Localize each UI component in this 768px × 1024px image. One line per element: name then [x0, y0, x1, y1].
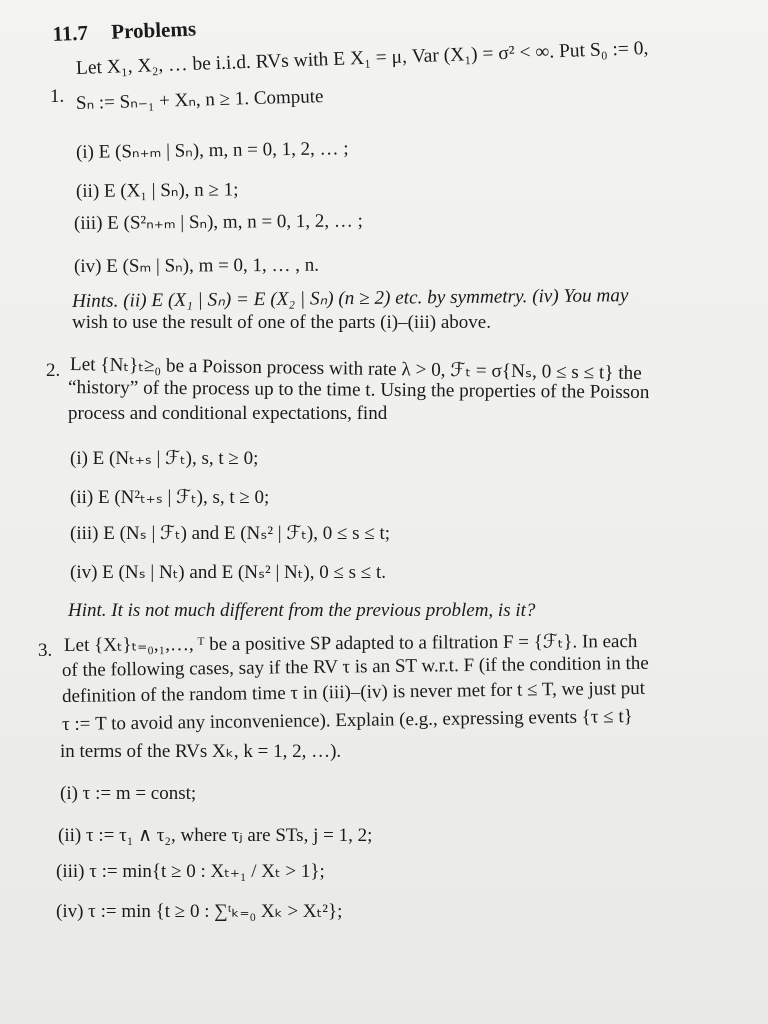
problem-part: (i) E (Nₜ₊ₛ | ℱₜ), s, t ≥ 0; [70, 448, 259, 469]
problem-part: (ii) τ := τ₁ ∧ τ₂, where τⱼ are STs, j = 1, 2; [58, 825, 373, 846]
problem-part: (iv) E (Sₘ | Sₙ), m = 0, 1, … , n. [73, 254, 320, 277]
problem-text-line: Let X₁, X₂, … be i.i.d. RVs with E X₁ = μ, Var (X₁) = σ² < ∞. Put S₀ := 0, [75, 38, 649, 79]
section-heading [52, 16, 196, 46]
problem-text-line: of the following cases, say if the RV τ is an ST w.r.t. F (if the condition in the [61, 652, 649, 681]
problem-part: (i) τ := m = const; [60, 783, 197, 804]
problem-text-line: τ := T to avoid any inconvenience). Explain (e.g., expressing events {τ ≤ t} [61, 706, 633, 735]
problem-text-line: process and conditional expectations, find [68, 403, 388, 424]
problem-part: (ii) E (X₁ | Sₙ), n ≥ 1; [75, 179, 239, 202]
problem-number: 3. [38, 640, 53, 661]
problem-number: 1. [50, 86, 65, 107]
hint-line: wish to use the result of one of the parts (i)–(iii) above. [72, 312, 491, 333]
problem-text-line: Let {Xₜ}ₜ₌₀,₁,…, ᵀ be a positive SP adapted to a filtration F = {ℱₜ}. In each [63, 630, 638, 656]
problem-part: (iii) τ := min{t ≥ 0 : Xₜ₊₁ / Xₜ > 1}; [56, 861, 325, 882]
problem-text-line: in terms of the RVs Xₖ, k = 1, 2, …). [60, 741, 342, 762]
problem-text-line: definition of the random time τ in (iii)–(iv) is never met for t ≤ T, we just put [61, 677, 646, 707]
section-title: Problems [110, 16, 197, 44]
hint-line: Hints. (ii) E (X₁ | Sₙ) = E (X₂ | Sₙ) (n ≥ 2) etc. by symmetry. (iv) You may [71, 285, 629, 312]
problem-part: (i) E (Sₙ₊ₘ | Sₙ), m, n = 0, 1, 2, … ; [75, 138, 349, 163]
problem-part: (iii) E (S²ₙ₊ₘ | Sₙ), m, n = 0, 1, 2, … ; [73, 210, 364, 234]
problem-part: (iv) τ := min {t ≥ 0 : ∑ᵗₖ₌₀ Xₖ > Xₜ²}; [56, 901, 343, 922]
problem-part: (ii) E (N²ₜ₊ₛ | ℱₜ), s, t ≥ 0; [70, 487, 270, 508]
hint-line: Hint. It is not much different from the previous problem, is it? [68, 600, 536, 621]
section-number: 11.7 [52, 20, 89, 46]
problem-text-line: Let {Nₜ}ₜ≥₀ be a Poisson process with rate λ > 0, ℱₜ = σ{Nₛ, 0 ≤ s ≤ t} the [69, 354, 642, 384]
problem-number: 2. [46, 360, 61, 381]
problem-text-line: Sₙ := Sₙ₋₁ + Xₙ, n ≥ 1. Compute [75, 86, 324, 114]
problem-part: (iii) E (Nₛ | ℱₜ) and E (Nₛ² | ℱₜ), 0 ≤ s ≤ t; [70, 523, 391, 544]
problem-part: (iv) E (Nₛ | Nₜ) and E (Nₛ² | Nₜ), 0 ≤ s ≤ t. [70, 562, 386, 583]
problem-text-line: “history” of the process up to the time t. Using the properties of the Poisson [67, 377, 650, 404]
